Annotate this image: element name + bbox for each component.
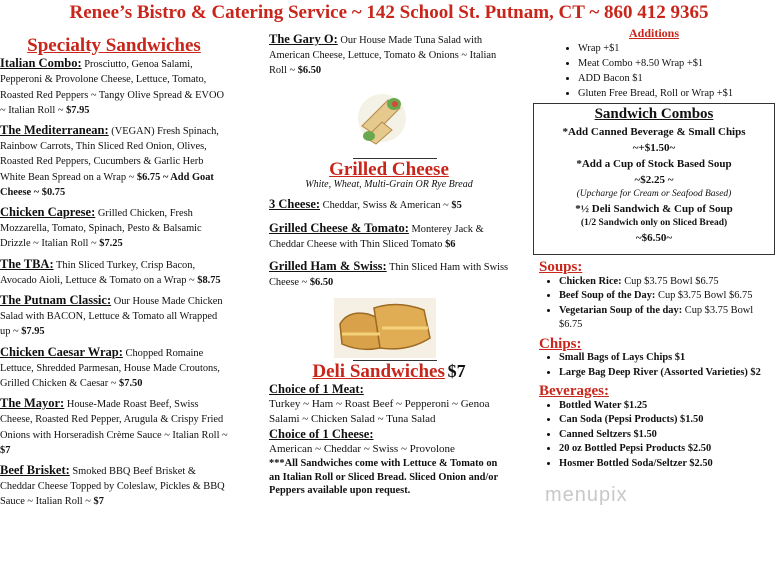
soup-name: Vegetarian Soup of the day: [559, 304, 683, 316]
item-name: Chicken Caesar Wrap: [0, 344, 123, 359]
combo-price-1: ~+$1.50~ [632, 142, 676, 154]
item-name: Chicken Caprese: [0, 205, 96, 220]
soup-item [559, 275, 775, 290]
item-name: Grilled Cheese & Tomato: [269, 220, 409, 235]
beverage-item: • Can Soda (Pepsi Products) $1.50 [559, 413, 775, 428]
menu-item [0, 257, 228, 288]
menu-item [269, 259, 509, 290]
item-desc: House-Made Roast Beef, Swiss Cheese, Roasted Red Pepper, Arugula & Crispy Fried Onions with Horseradish Crème Sauce ~ Italian Roll ~ [0, 399, 228, 441]
item-name: Beef Brisket: [0, 463, 70, 478]
chips-list [539, 351, 775, 380]
right-lower-column [539, 260, 775, 471]
item-price: $5 [451, 200, 462, 212]
item-desc: Prosciutto, Genoa Salami, Pepperoni & Provolone Cheese, Lettuce, Tomato, Roasted Red Peppers ~ Tangy Olive Spread & EVOO ~ Italian Roll ~ [0, 59, 225, 116]
item-name: Grilled Ham & Swiss: [269, 259, 387, 274]
menu-item-gary-o [269, 32, 509, 79]
combos-heading: Sandwich Combos [594, 106, 714, 122]
specialty-list [0, 56, 228, 509]
additions-list [530, 41, 778, 101]
soups-list [539, 275, 775, 333]
item-desc: Chopped Romaine Lettuce, Shredded Parmesan, House Made Croutons, Grilled Chicken & Caesar ~ [0, 347, 220, 390]
additions-section [530, 26, 778, 101]
soup-name: Chicken Rice: [559, 275, 622, 287]
deli-price: $7 [447, 361, 466, 381]
addition-item: • Gluten Free Bread, Roll or Wrap +$1 [578, 86, 778, 101]
item-price: $8.75 [197, 274, 221, 286]
item-name: The Mayor: [0, 396, 65, 411]
soup-item [559, 304, 775, 333]
combos-box [533, 103, 775, 255]
item-desc: Smoked BBQ Beef Brisket & Cheddar Cheese Topped by Coleslaw, Pickles & BBQ Sauce ~ Italian Roll ~ [0, 466, 225, 508]
combo-price-2: ~$2.25 ~ [634, 174, 674, 186]
menu-item [0, 56, 228, 118]
soup-price: Cup $3.75 Bowl $6.75 [658, 290, 753, 301]
menu-item [0, 396, 228, 458]
beverage-item: • 20 oz Bottled Pepsi Products $2.50 [559, 442, 775, 457]
grilled-section [269, 159, 509, 297]
soups-heading: Soups: [539, 259, 583, 275]
beverages-list [539, 399, 775, 472]
deli-section [269, 361, 509, 498]
cheese-label: Choice of 1 Cheese: [269, 427, 374, 441]
combo-line-1: *Add Canned Beverage & Small Chips [562, 126, 746, 138]
specialty-column [0, 35, 228, 515]
menu-item [269, 221, 509, 252]
item-price: $7.95 [21, 326, 45, 338]
combo-note-2: (Upcharge for Cream or Seafood Based) [576, 189, 732, 199]
chips-heading: Chips: [539, 335, 582, 352]
meat-options: Turkey ~ Ham ~ Roast Beef ~ Pepperoni ~ Genoa Salami ~ Chicken Salad ~ Tuna Salad [269, 398, 490, 425]
item-price: $7.95 [66, 104, 90, 116]
menu-item [0, 345, 228, 392]
addition-item: • Meat Combo +8.50 Wrap +$1 [578, 56, 778, 71]
item-price: $7.25 [99, 238, 123, 250]
item-desc: Grilled Chicken, Fresh Mozzarella, Tomato, Spinach, Pesto & Balsamic Drizzle ~ Italian Roll ~ [0, 208, 202, 250]
soup-name: Beef Soup of the Day: [559, 290, 656, 301]
specialty-heading: Specialty Sandwiches [27, 35, 201, 56]
item-price: $6 [445, 238, 456, 250]
meat-label: Choice of 1 Meat: [269, 382, 364, 396]
soup-price: Cup $3.75 Bowl $6.75 [559, 304, 754, 330]
page-title: Renee’s Bistro & Catering Service ~ 142 School St. Putnam, CT ~ 860 412 9365 [69, 2, 709, 23]
item-name: The Mediterranean: [0, 123, 109, 138]
addition-item: • Wrap +$1 [578, 41, 778, 56]
item-price: $6.75 ~ Add Goat Cheese ~ $0.75 [0, 171, 214, 198]
beverage-item: • Hosmer Bottled Soda/Seltzer $2.50 [559, 457, 775, 472]
item-price: $7 [0, 444, 11, 456]
item-name: The TBA: [0, 256, 54, 271]
beverage-item: • Canned Seltzers $1.50 [559, 428, 775, 443]
combo-note-3: (1/2 Sandwich only on Sliced Bread) [580, 218, 728, 228]
item-desc: Our House Made Tuna Salad with American Cheese, Lettuce, Tomato & Onions ~ Italian Roll ~ [269, 35, 497, 77]
soup-item [559, 289, 775, 304]
item-name: Italian Combo: [0, 56, 82, 71]
item-price: $7.50 [119, 378, 143, 390]
grilled-subtitle: White, Wheat, Multi-Grain OR Rye Bread [305, 179, 473, 191]
item-price: $6.50 [309, 277, 334, 289]
combo-line-2: *Add a Cup of Stock Based Soup [576, 158, 732, 170]
menu-item [0, 205, 228, 252]
deli-note: ***All Sandwiches come with Lettuce & Tomato on an Italian Roll or Sliced Bread. Sliced Onion and/or Peppers available upon request. [269, 458, 498, 496]
item-price: $7 [93, 496, 104, 508]
item-desc: Cheddar, Swiss & American ~ [322, 200, 449, 212]
deli-heading: Deli Sandwiches [312, 361, 445, 382]
grilled-cheese-image [334, 298, 436, 358]
combo-line-3: *½ Deli Sandwich & Cup of Soup [575, 203, 733, 215]
item-desc: (VEGAN) Fresh Spinach, Rainbow Carrots, Thin Sliced Red Onion, Olives, Roasted Red Peppers, Cucumbers & Garlic Herb White Bean Spread on a Wrap ~ [0, 126, 219, 183]
item-price: $6.50 [297, 65, 322, 77]
beverage-item: • Bottled Water $1.25 [559, 399, 775, 414]
middle-column [269, 32, 509, 84]
addition-item: • ADD Bacon $1 [578, 71, 778, 86]
beverages-heading: Beverages: [539, 383, 609, 399]
menu-item [0, 463, 228, 510]
soup-price: Cup $3.75 Bowl $6.75 [624, 275, 719, 287]
combo-price-3: ~$6.50~ [635, 232, 673, 244]
item-name: The Gary O: [269, 32, 338, 46]
grilled-list [269, 197, 509, 290]
item-desc: Monterey Jack & Cheddar Cheese with Thin Sliced Tomato [269, 223, 484, 250]
watermark: menupix [545, 484, 628, 506]
item-desc: Thin Sliced Turkey, Crisp Bacon, Avocado Aioli, Lettuce & Tomato on a Wrap ~ [0, 259, 196, 286]
item-desc: Thin Sliced Ham with Swiss Cheese ~ [269, 262, 509, 289]
wrap-sandwich-image [352, 88, 408, 146]
chips-item: • Large Bag Deep River (Assorted Varieties) $2 [559, 366, 775, 381]
chips-item: • Small Bags of Lays Chips $1 [559, 351, 775, 366]
item-name: 3 Cheese: [269, 197, 321, 212]
additions-heading: Additions [628, 26, 680, 40]
menu-item [269, 197, 509, 213]
menu-item [0, 293, 228, 340]
deli-heading-row [269, 361, 509, 382]
cheese-options: American ~ Cheddar ~ Swiss ~ Provolone [269, 443, 455, 455]
grilled-heading: Grilled Cheese [329, 159, 449, 180]
menu-item [0, 123, 228, 200]
item-name: The Putnam Classic: [0, 293, 112, 308]
item-desc: Our House Made Chicken Salad with BACON, Lettuce & Tomato all Wrapped up ~ [0, 296, 223, 338]
